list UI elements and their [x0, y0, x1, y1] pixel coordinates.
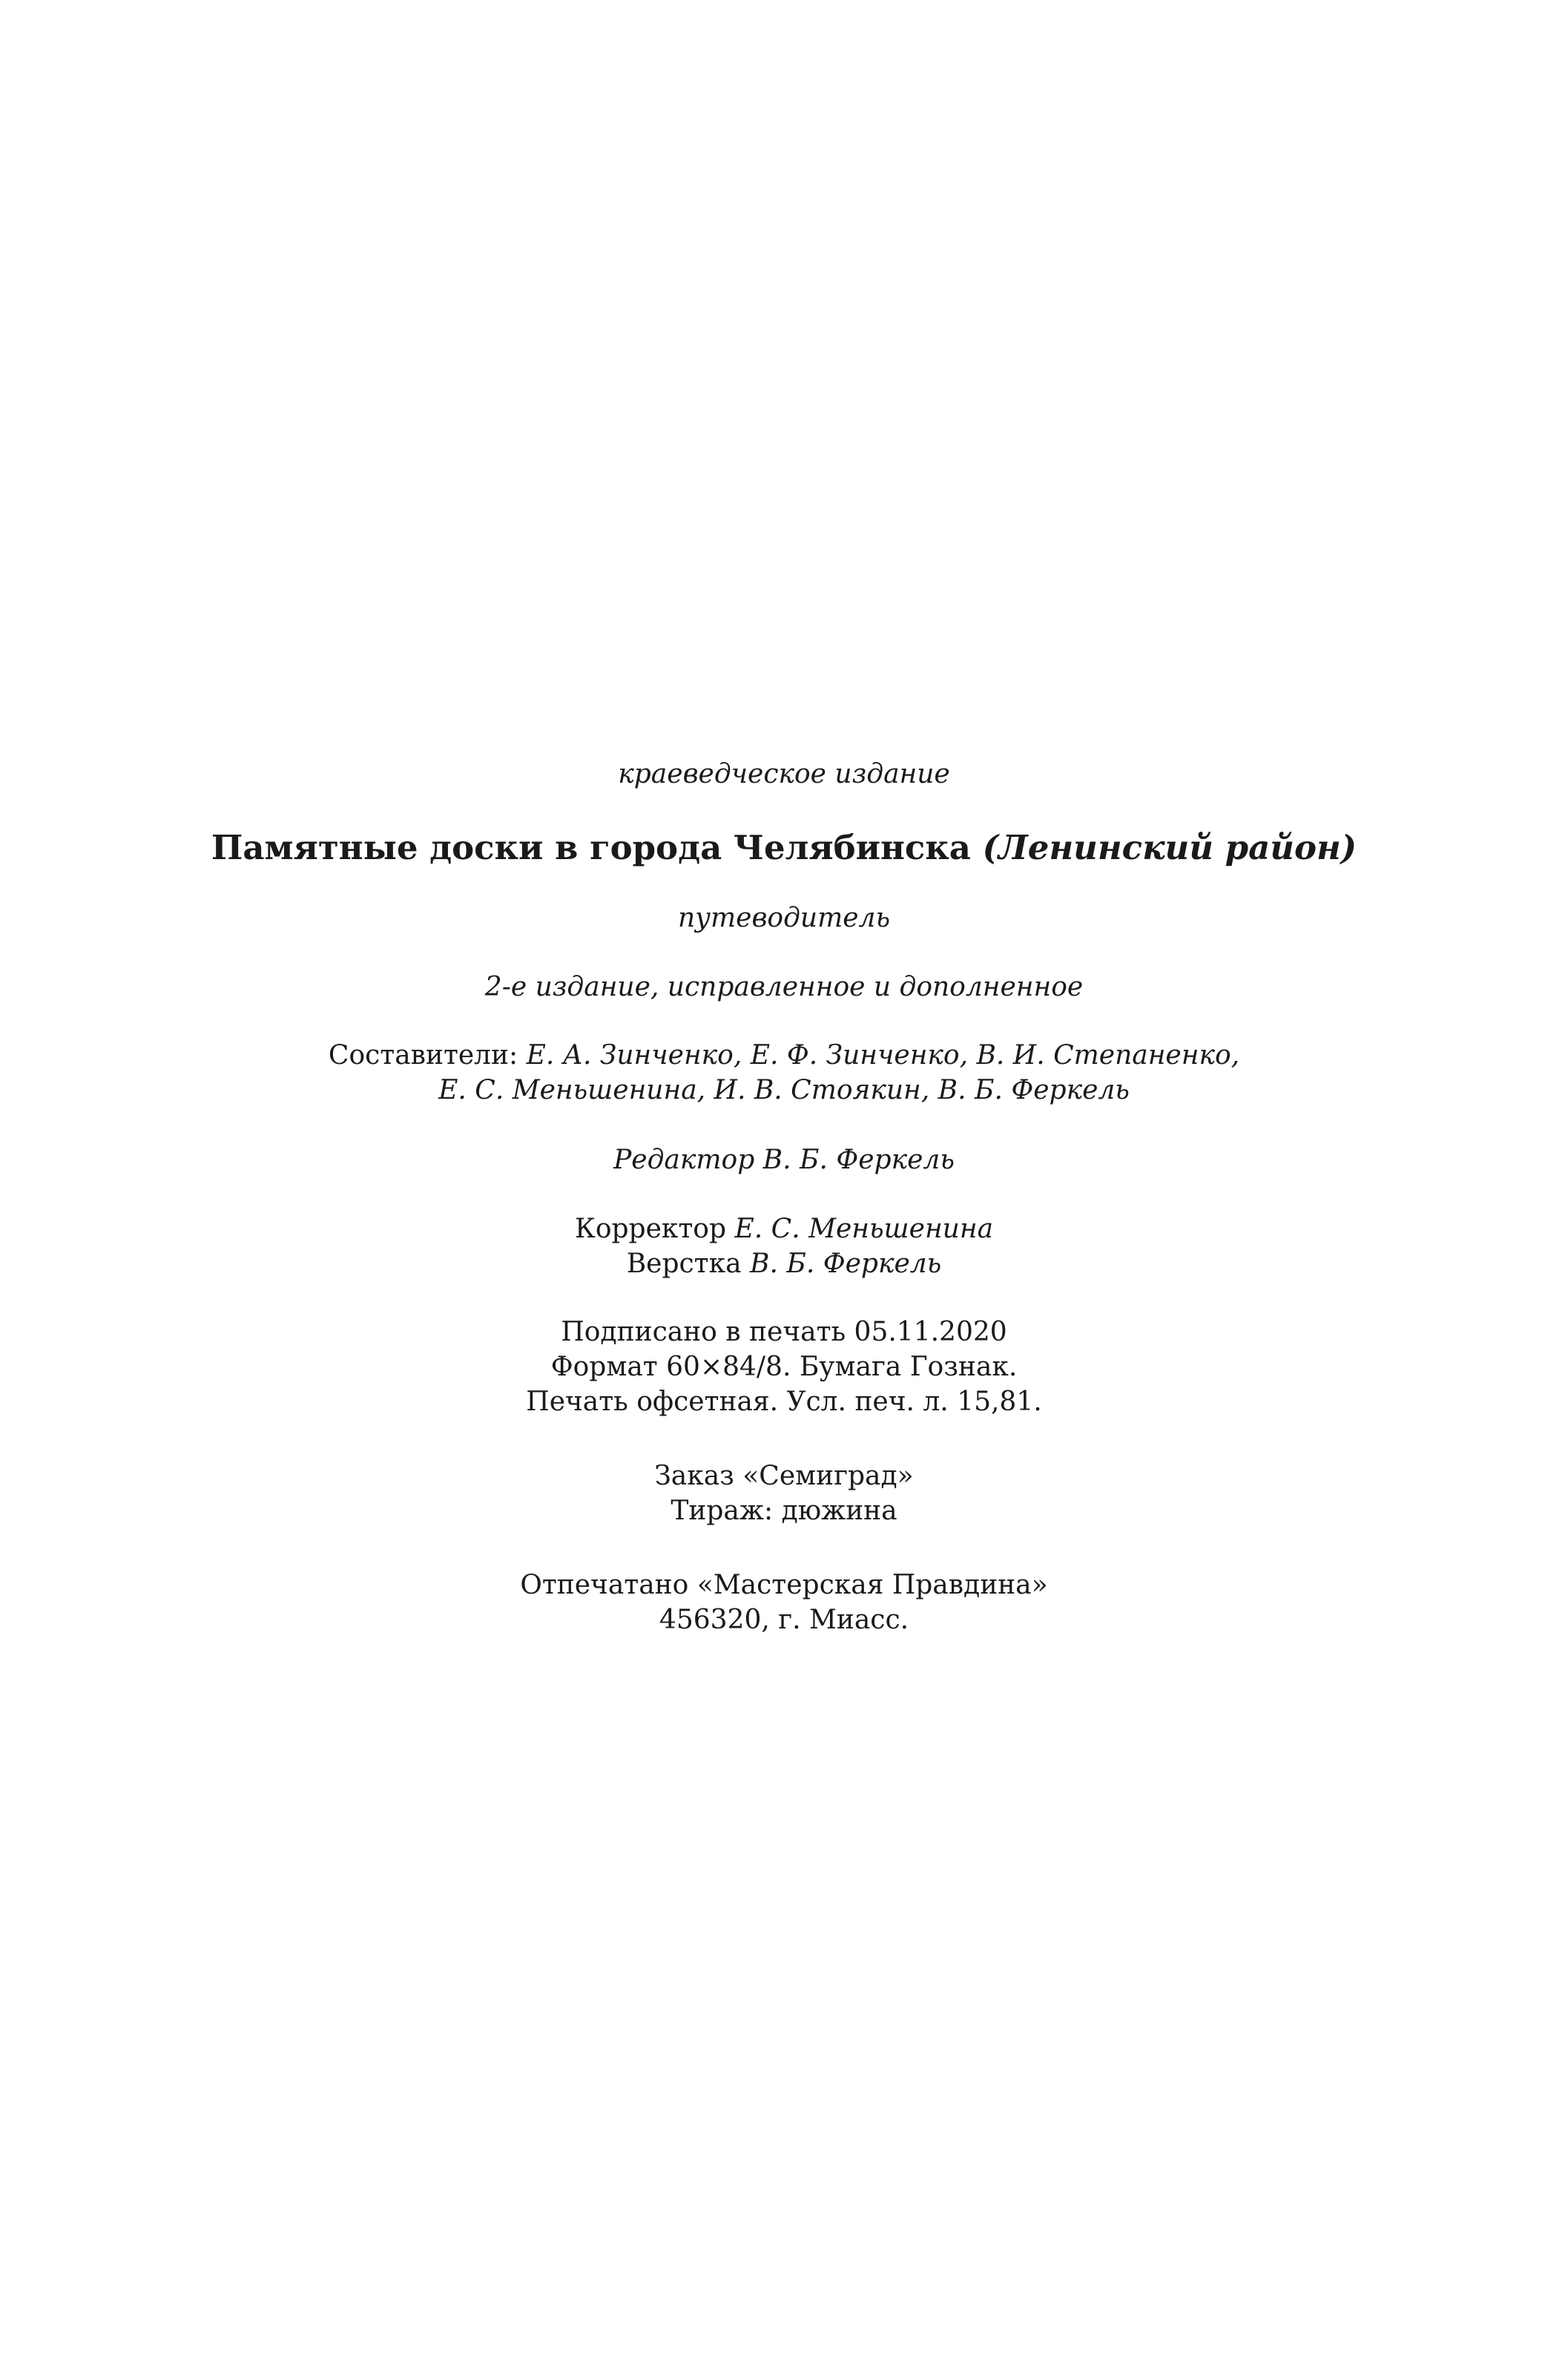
- printed-by-line: Отпечатано «Мастерская Правдина»: [520, 1570, 1048, 1600]
- proofreader-name: Е. С. Меньшенина: [734, 1214, 994, 1244]
- edition-line: 2-е издание, исправленное и дополненное: [484, 972, 1084, 1002]
- book-title-district: (Ленинский район): [982, 828, 1357, 867]
- proofreader-label: Корректор: [574, 1214, 727, 1244]
- compilers-names-1: Е. А. Зинченко, Е. Ф. Зинченко, В. И. Степаненко,: [526, 1040, 1240, 1071]
- proofreader-line: [0, 1216, 1568, 1243]
- order-line: Заказ «Семиград»: [654, 1461, 914, 1491]
- printing-line: Печать офсетная. Усл. печ. л. 15,81.: [526, 1387, 1042, 1417]
- circulation-line: Тираж: дюжина: [671, 1496, 897, 1526]
- layout-line: [0, 1251, 1568, 1278]
- book-type: путеводитель: [677, 903, 891, 933]
- layout-name: В. Б. Феркель: [750, 1249, 942, 1279]
- compilers-line-1: [0, 1042, 1568, 1069]
- compilers-names-2: Е. С. Меньшенина, И. В. Стоякин, В. Б. Феркель: [438, 1075, 1130, 1105]
- address-line: 456320, г. Миасс.: [659, 1605, 909, 1635]
- signed-to-print: Подписано в печать 05.11.2020: [561, 1317, 1007, 1347]
- editor-line: Редактор В. Б. Феркель: [613, 1145, 955, 1175]
- genre-line: краеведческое издание: [618, 759, 950, 789]
- format-line: Формат 60×84/8. Бумага Гознак.: [550, 1352, 1018, 1382]
- book-title: [0, 828, 1568, 867]
- book-title-main: Памятные доски в города Челябинска: [211, 828, 971, 867]
- layout-label: Верстка: [626, 1249, 742, 1279]
- compilers-label: Составители:: [328, 1040, 518, 1071]
